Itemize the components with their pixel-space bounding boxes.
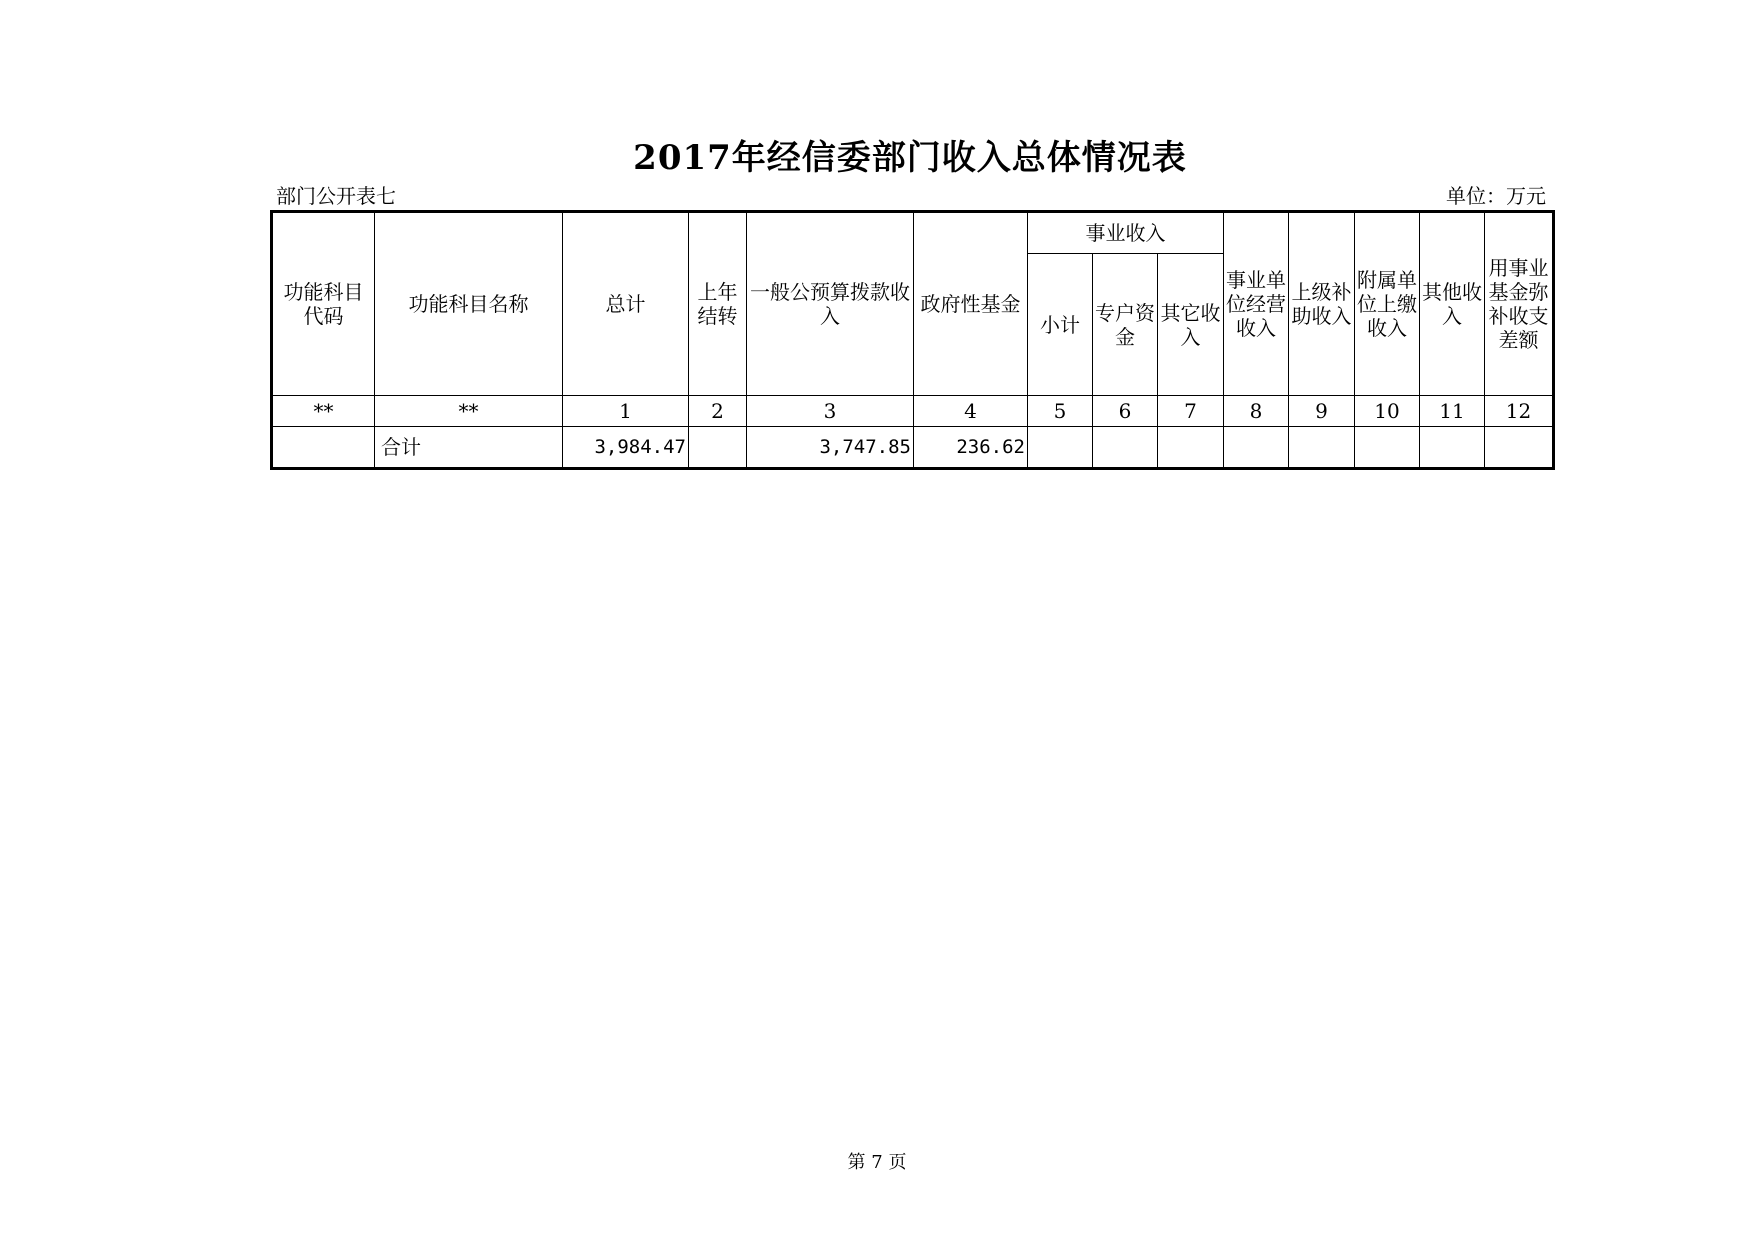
unit-label: 单位：万元 bbox=[1446, 184, 1546, 208]
header-carryover: 上年结转 bbox=[689, 212, 747, 396]
cell-name: 合计 bbox=[375, 427, 563, 469]
table-row bbox=[272, 427, 1554, 469]
cell-other-income-sub bbox=[1158, 427, 1224, 469]
index-cell: 4 bbox=[914, 396, 1028, 427]
cell-code bbox=[272, 427, 375, 469]
header-fund-deficit: 用事业基金弥补收支差额 bbox=[1485, 212, 1554, 396]
page-number: 第 7 页 bbox=[847, 1152, 907, 1173]
header-code: 功能科目代码 bbox=[272, 212, 375, 396]
index-cell: 5 bbox=[1028, 396, 1093, 427]
header-special-fund: 专户资金 bbox=[1093, 254, 1158, 396]
cell-gov-fund: 236.62 bbox=[914, 427, 1028, 469]
index-cell: 11 bbox=[1420, 396, 1485, 427]
header-business-income: 事业单位经营收入 bbox=[1224, 212, 1289, 396]
header-subtotal: 小计 bbox=[1028, 254, 1093, 396]
cell-special-fund bbox=[1093, 427, 1158, 469]
index-cell: 8 bbox=[1224, 396, 1289, 427]
header-career-income: 事业收入 bbox=[1028, 212, 1224, 254]
index-cell: 6 bbox=[1093, 396, 1158, 427]
cell-business-income bbox=[1224, 427, 1289, 469]
header-total: 总计 bbox=[563, 212, 689, 396]
header-affiliated-income: 附属单位上缴收入 bbox=[1355, 212, 1420, 396]
index-cell: ** bbox=[272, 396, 375, 427]
index-cell: 3 bbox=[747, 396, 914, 427]
header-other-income: 其他收入 bbox=[1420, 212, 1485, 396]
header-name: 功能科目名称 bbox=[375, 212, 563, 396]
index-cell: 1 bbox=[563, 396, 689, 427]
cell-subtotal bbox=[1028, 427, 1093, 469]
index-cell: ** bbox=[375, 396, 563, 427]
index-cell: 2 bbox=[689, 396, 747, 427]
header-general-budget: 一般公预算拨款收入 bbox=[747, 212, 914, 396]
table-number-label: 部门公开表七 bbox=[276, 184, 396, 208]
index-cell: 9 bbox=[1289, 396, 1355, 427]
cell-general-budget: 3,747.85 bbox=[747, 427, 914, 469]
header-other-income-sub: 其它收入 bbox=[1158, 254, 1224, 396]
cell-carryover bbox=[689, 427, 747, 469]
income-table bbox=[270, 210, 1555, 470]
cell-superior-subsidy bbox=[1289, 427, 1355, 469]
cell-fund-deficit bbox=[1485, 427, 1554, 469]
index-cell: 10 bbox=[1355, 396, 1420, 427]
cell-total: 3,984.47 bbox=[563, 427, 689, 469]
index-cell: 12 bbox=[1485, 396, 1554, 427]
index-cell: 7 bbox=[1158, 396, 1224, 427]
column-index-row bbox=[272, 396, 1554, 427]
header-gov-fund: 政府性基金 bbox=[914, 212, 1028, 396]
cell-affiliated-income bbox=[1355, 427, 1420, 469]
page-title: 2017年经信委部门收入总体情况表 bbox=[633, 138, 1187, 178]
cell-other-income bbox=[1420, 427, 1485, 469]
header-superior-subsidy: 上级补助收入 bbox=[1289, 212, 1355, 396]
